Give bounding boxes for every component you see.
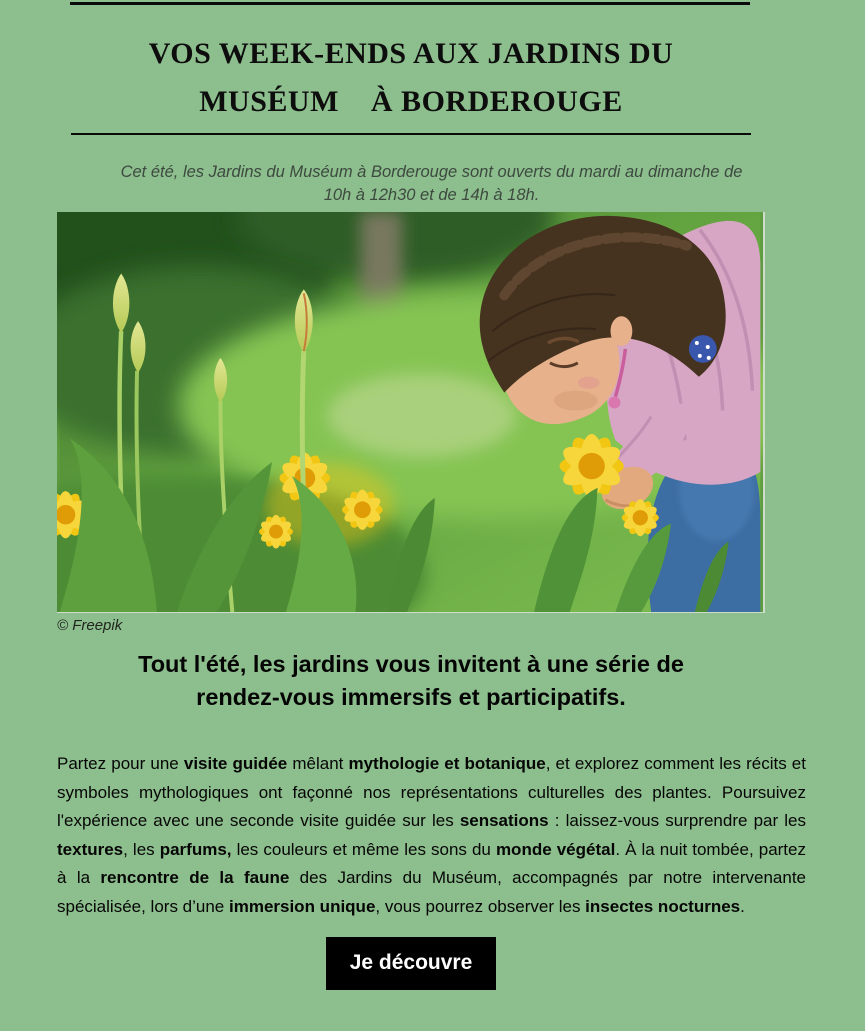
page-title-line1: VOS WEEK-ENDS AUX JARDINS DU [148,37,674,70]
discover-button[interactable]: Je découvre [326,937,496,990]
photo-credit: © Freepik [57,617,123,634]
opening-hours-subtitle [57,161,806,207]
garden-photo-illustration [57,212,763,612]
title-divider [71,133,751,135]
top-divider [70,2,750,5]
opening-hours-line1: Cet été, les Jardins du Muséum à Borderouge sont ouverts du mardi au dimanche de [120,163,743,181]
intro-heading-line2: rendez-vous immersifs et participatifs. [196,684,626,710]
newsletter-page [0,2,865,990]
intro-heading [70,648,752,714]
page-title [70,30,752,126]
garden-photo [57,212,765,613]
intro-heading-line1: Tout l'été, les jardins vous invitent à une série de [138,651,684,677]
page-title-line2: MUSÉUM À BORDEROUGE [199,85,623,118]
cta-row [70,937,752,990]
body-paragraph: Partez pour une visite guidée mêlant mythologie et botanique, et explorez comment les récits et symboles mythologiques ont façonné nos représentations culturelles des plantes. Poursuivez l'expérience avec une seconde visite guidée sur les sensations : laissez-vous surprendre par les textures, les parfums, les couleurs et même les sons du monde végétal. À la nuit tombée, partez à la rencontre de la faune des Jardins du Muséum, accompagnés par notre intervenante spécialisée, lors d’une immersion unique, vous pourrez observer les insectes nocturnes. [57,754,806,916]
opening-hours-line2: 10h à 12h30 et de 14h à 18h. [323,186,540,204]
